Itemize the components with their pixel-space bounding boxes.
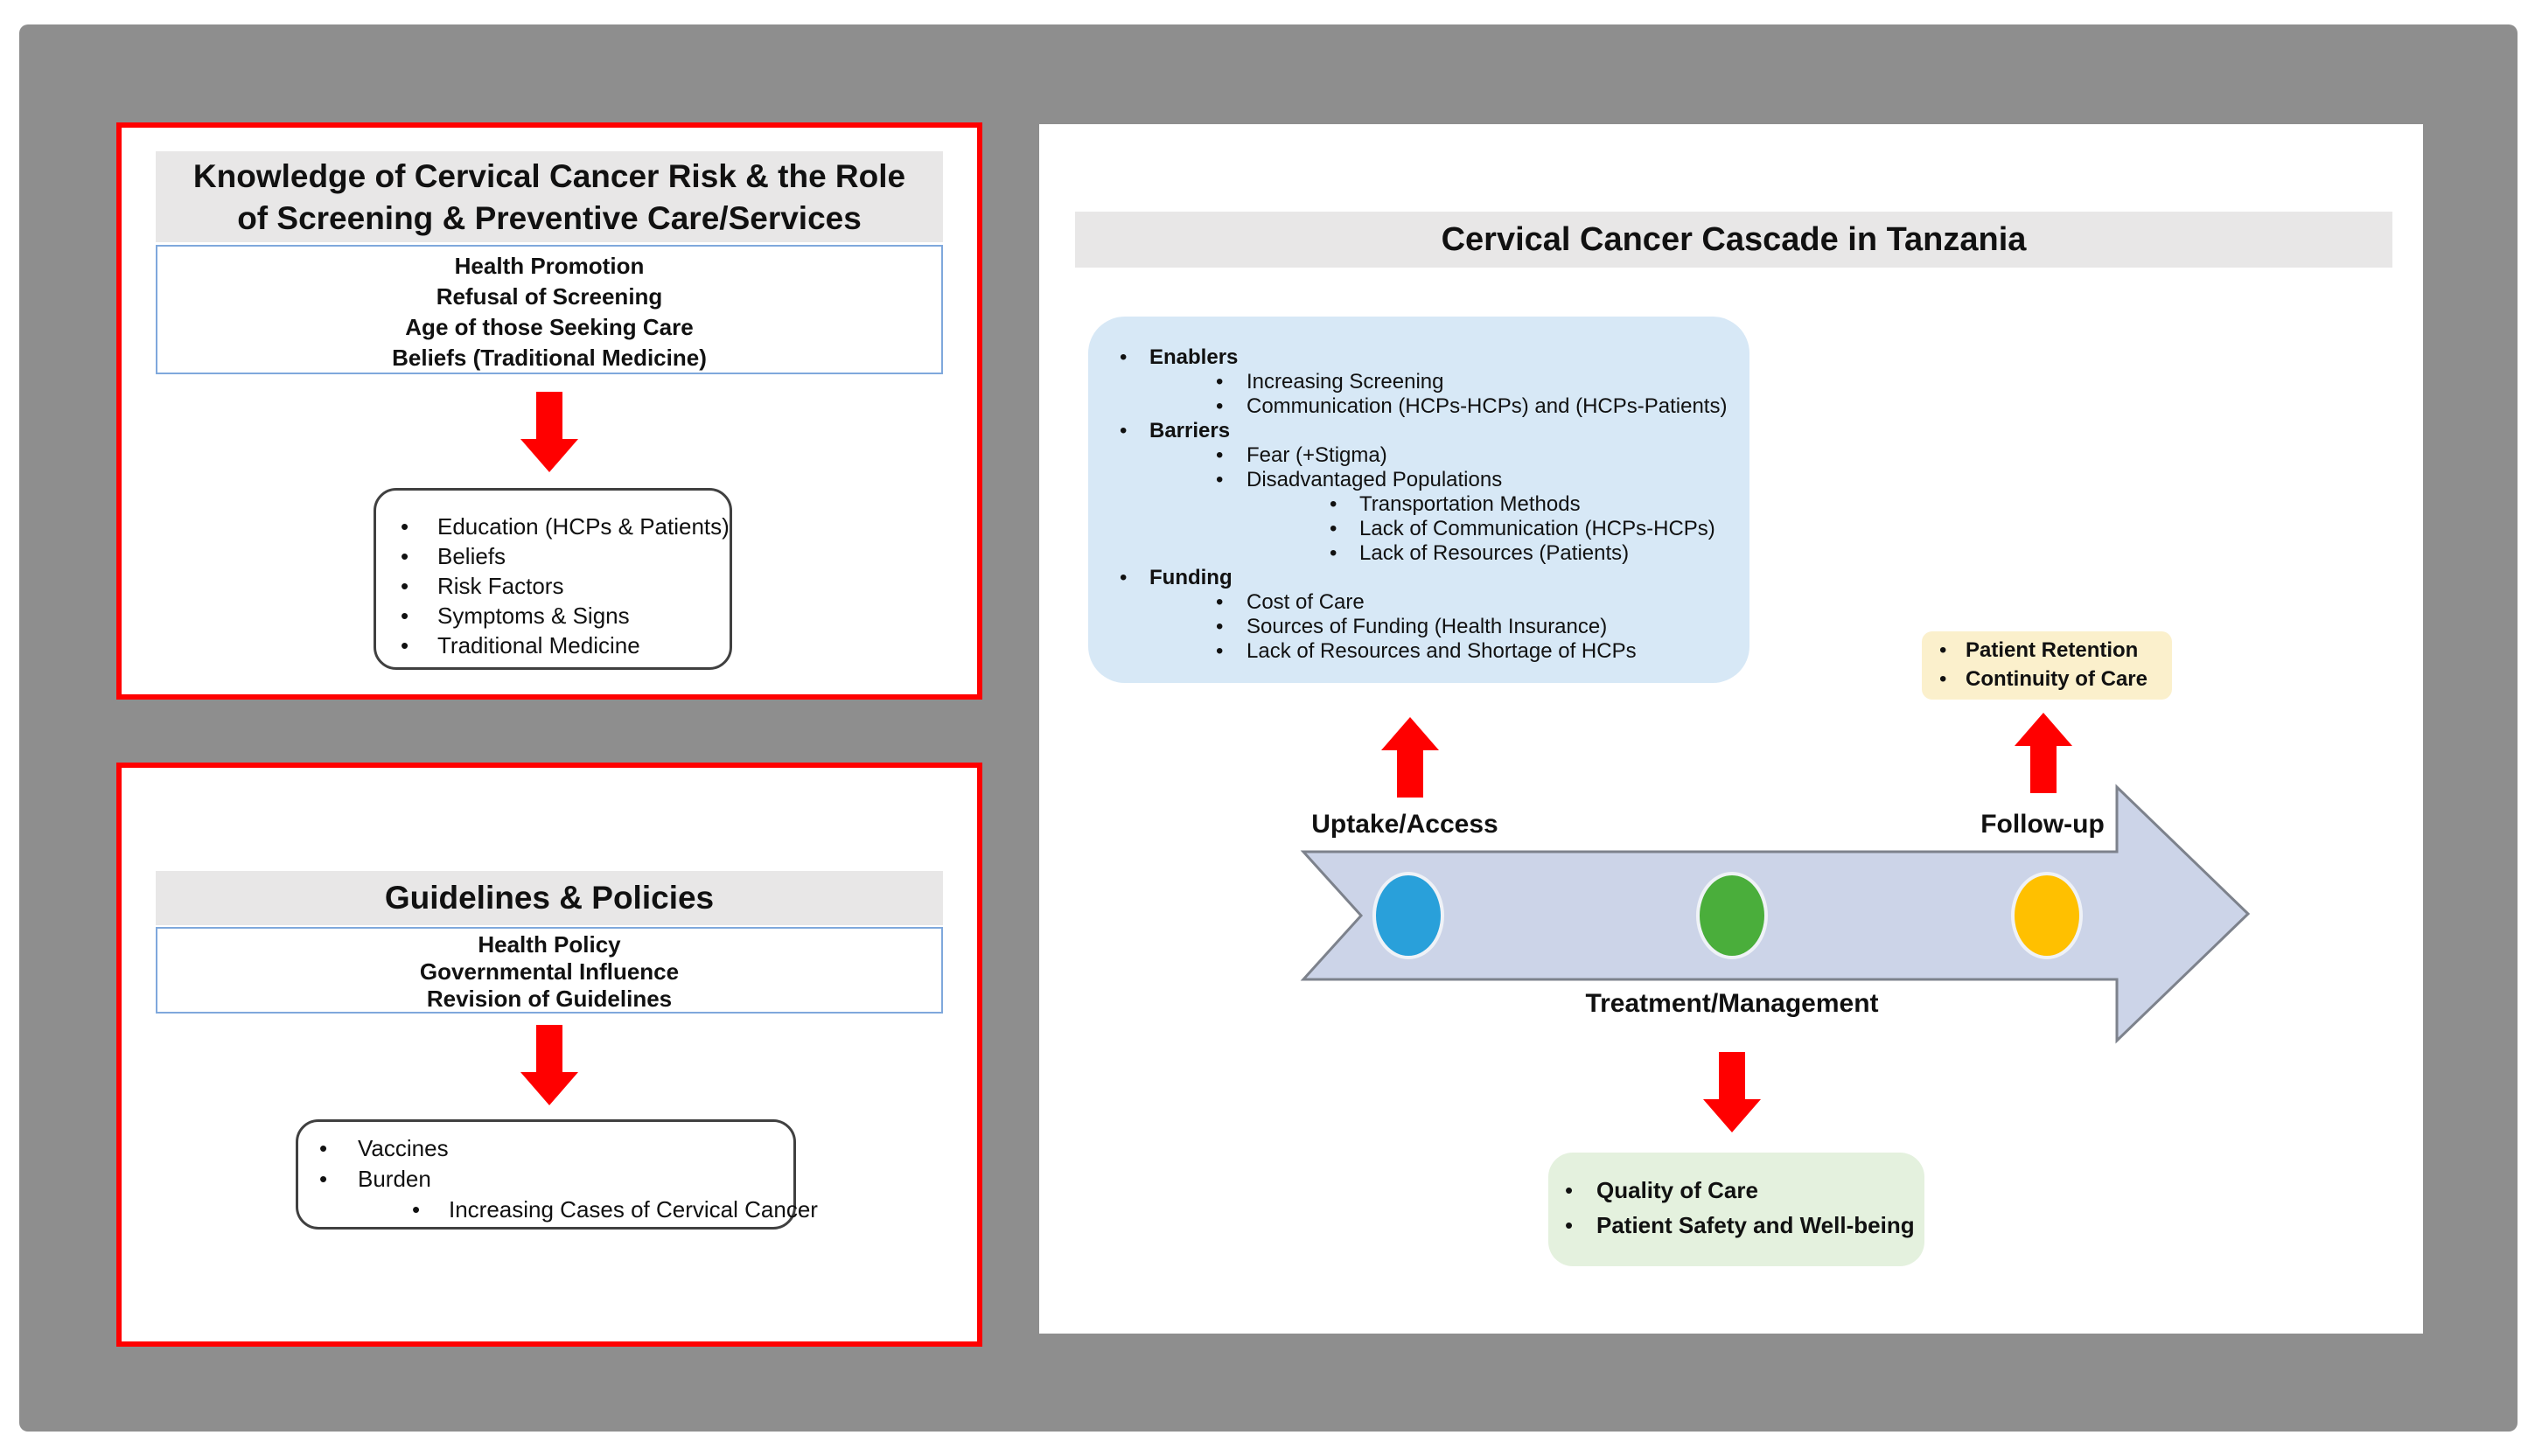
bullet-icon: [1216, 443, 1247, 468]
bullet-icon: [1939, 665, 1966, 693]
list-item: • Increasing Cases of Cervical Cancer: [298, 1195, 793, 1225]
stage-dot-treatment: [1698, 874, 1766, 958]
guidelines-title-band: [156, 871, 943, 925]
bullet-icon: [1330, 517, 1359, 541]
theme-line: Beliefs (Traditional Medicine): [392, 345, 707, 371]
knowledge-topics-box: [374, 488, 732, 670]
bullet-icon: [1216, 639, 1247, 664]
cascade-title: Cervical Cancer Cascade in Tanzania: [1441, 220, 2027, 258]
red-down-arrow-icon: [1703, 1052, 1761, 1132]
factor-item: • Fear (+Stigma): [1088, 443, 1749, 468]
stage-label-followup: Follow-up: [1980, 810, 2105, 839]
outcome-item: • Continuity of Care: [1922, 665, 2172, 693]
followup-outcomes-box: [1922, 631, 2172, 700]
stage-dot-followup: [2013, 874, 2081, 958]
stage-dot-uptake: [1374, 874, 1442, 958]
bullet-icon: [401, 512, 437, 541]
bullet-icon: [1216, 370, 1247, 394]
guidelines-themes-box: [156, 927, 943, 1014]
theme-line: Refusal of Screening: [436, 283, 663, 310]
outcome-item: • Patient Safety and Well-being: [1548, 1208, 1924, 1243]
guidelines-title: Guidelines & Policies: [384, 880, 715, 916]
factor-subitem: • Transportation Methods: [1088, 492, 1749, 517]
bullet-icon: [412, 1195, 449, 1225]
factor-group-label: • Barriers: [1088, 419, 1749, 443]
list-item: • Vaccines: [298, 1133, 793, 1164]
knowledge-title-band: [156, 151, 943, 242]
bullet-icon: [401, 601, 437, 630]
bullet-icon: [401, 630, 437, 660]
factor-item: • Communication (HCPs-HCPs) and (HCPs-Patients): [1088, 394, 1749, 419]
factor-item: • Increasing Screening: [1088, 370, 1749, 394]
outcome-item: • Patient Retention: [1922, 636, 2172, 665]
list-item: • Burden: [298, 1164, 793, 1195]
factor-item: • Cost of Care: [1088, 590, 1749, 615]
bullet-icon: [1216, 590, 1247, 615]
stage-label-uptake: Uptake/Access: [1311, 810, 1498, 839]
red-down-arrow-shape: [1703, 1052, 1761, 1132]
red-down-arrow-icon: [520, 392, 578, 472]
factor-item: • Lack of Resources and Shortage of HCPs: [1088, 639, 1749, 664]
bullet-icon: [1216, 615, 1247, 639]
list-item: • Symptoms & Signs: [376, 601, 730, 630]
bullet-icon: [1120, 419, 1149, 443]
theme-line: Health Policy: [478, 931, 621, 958]
red-down-arrow-icon: [520, 1025, 578, 1105]
knowledge-title-line: of Screening & Preventive Care/Services: [237, 200, 862, 236]
guidelines-topics-box: [296, 1119, 818, 1230]
cascade-title-band: [1075, 212, 2392, 268]
factor-item: • Sources of Funding (Health Insurance): [1088, 615, 1749, 639]
treatment-outcomes-box: [1548, 1153, 1924, 1266]
red-down-arrow-shape: [520, 1025, 578, 1105]
bullet-icon: [401, 571, 437, 601]
bullet-icon: [1330, 492, 1359, 517]
bullet-icon: [1216, 468, 1247, 492]
bullet-icon: [319, 1133, 358, 1164]
list-item: • Traditional Medicine: [376, 630, 730, 660]
outcome-item: • Quality of Care: [1548, 1173, 1924, 1208]
stage-label-treatment: Treatment/Management: [1585, 989, 1879, 1018]
bullet-icon: [1330, 541, 1359, 566]
factor-subitem: • Lack of Communication (HCPs-HCPs): [1088, 517, 1749, 541]
list-item: • Education (HCPs & Patients): [376, 512, 730, 541]
cascade-arrow-shape: [1303, 787, 2248, 1041]
bullet-icon: [319, 1164, 358, 1195]
list-item: • Beliefs: [376, 541, 730, 571]
bullet-icon: [1216, 394, 1247, 419]
knowledge-themes-box: [156, 245, 943, 374]
bullet-icon: [1565, 1208, 1596, 1243]
bullet-icon: [401, 541, 437, 571]
theme-line: Governmental Influence: [419, 958, 680, 985]
factors-box: [1088, 317, 1749, 683]
theme-line: Revision of Guidelines: [426, 986, 673, 1012]
factor-subitem: • Lack of Resources (Patients): [1088, 541, 1749, 566]
list-item: • Risk Factors: [376, 571, 730, 601]
bullet-icon: [1939, 636, 1966, 665]
bullet-icon: [1120, 566, 1149, 590]
factor-item: • Disadvantaged Populations: [1088, 468, 1749, 492]
cascade-arrow: [1295, 778, 2257, 1049]
theme-line: Age of those Seeking Care: [405, 314, 694, 340]
factor-group-label: • Funding: [1088, 566, 1749, 590]
bullet-icon: [1120, 345, 1149, 370]
red-down-arrow-shape: [520, 392, 578, 472]
bullet-icon: [1565, 1173, 1596, 1208]
knowledge-title-line: Knowledge of Cervical Cancer Risk & the Role: [192, 158, 906, 194]
theme-line: Health Promotion: [454, 253, 645, 279]
factor-group-label: • Enablers: [1088, 345, 1749, 370]
